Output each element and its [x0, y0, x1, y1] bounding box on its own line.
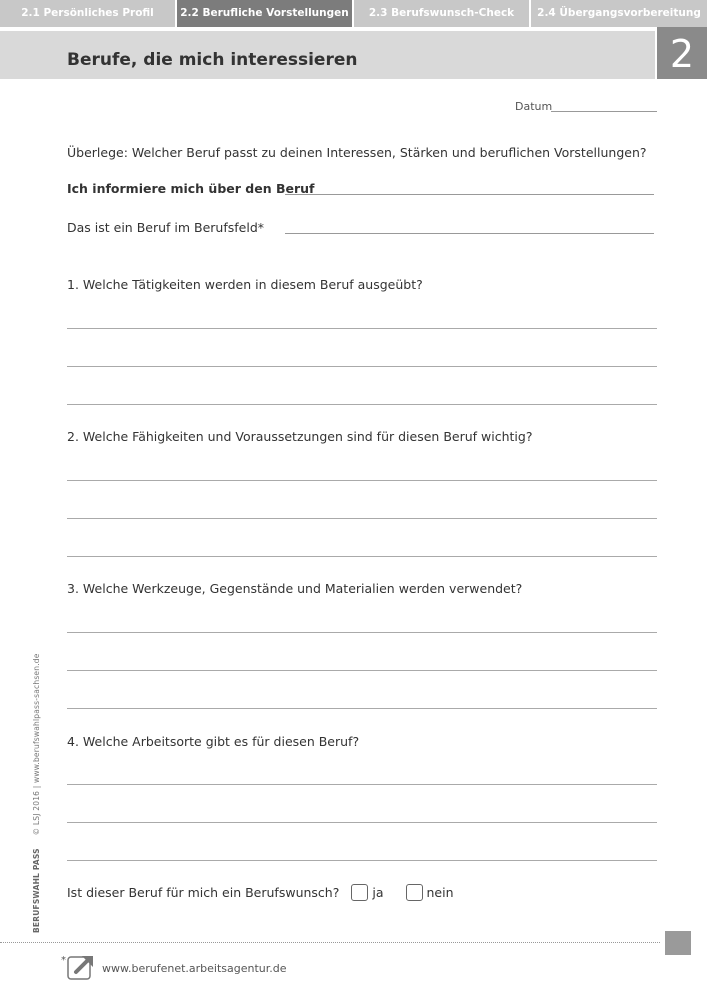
beruf-label: Ich informiere mich über den Beruf [67, 181, 315, 196]
answer-line[interactable] [67, 860, 657, 861]
tab-uebergangsvorbereitung[interactable]: 2.4 Übergangsvorbereitung [531, 0, 707, 27]
answer-line[interactable] [67, 784, 657, 785]
page-marker [665, 931, 691, 955]
answer-line[interactable] [67, 822, 657, 823]
external-link-icon [67, 953, 95, 981]
berufswunsch-row [67, 884, 454, 901]
date-label: Datum [515, 100, 553, 113]
tab-berufliche-vorstellungen[interactable]: 2.2 Berufliche Vorstellungen [177, 0, 354, 27]
side-imprint [32, 653, 41, 933]
brand-logo: BERUFSWAHL PASS [32, 848, 41, 933]
date-field[interactable] [551, 111, 657, 112]
no-label: nein [426, 885, 454, 900]
answer-line[interactable] [67, 556, 657, 557]
beruf-field[interactable] [285, 194, 654, 195]
yes-label: ja [372, 885, 384, 900]
answer-line[interactable] [67, 328, 657, 329]
answer-line[interactable] [67, 632, 657, 633]
berufsfeld-label: Das ist ein Beruf im Berufsfeld* [67, 220, 265, 235]
chapter-number: 2 [657, 27, 707, 79]
question-3: 3. Welche Werkzeuge, Gegenstände und Materialien werden verwendet? [67, 581, 523, 596]
answer-line[interactable] [67, 708, 657, 709]
tab-berufswunsch-check[interactable]: 2.3 Berufswunsch-Check [354, 0, 531, 27]
copyright-text: © LSJ 2016 | www.berufswahlpass-sachsen.de [32, 653, 41, 836]
berufswunsch-question: Ist dieser Beruf für mich ein Berufswunsch? [67, 885, 340, 900]
answer-line[interactable] [67, 404, 657, 405]
question-2: 2. Welche Fähigkeiten und Voraussetzungen sind für diesen Beruf wichtig? [67, 429, 533, 444]
footnote-asterisk: * [61, 955, 66, 966]
yes-checkbox[interactable] [351, 884, 368, 901]
question-4: 4. Welche Arbeitsorte gibt es für diesen Beruf? [67, 734, 360, 749]
dotted-divider [0, 942, 660, 943]
answer-line[interactable] [67, 670, 657, 671]
page-title: Berufe, die mich interessieren [67, 50, 358, 70]
answer-line[interactable] [67, 518, 657, 519]
question-1: 1. Welche Tätigkeiten werden in diesem Beruf ausgeübt? [67, 277, 423, 292]
answer-line[interactable] [67, 366, 657, 367]
tab-persoenliches-profil[interactable]: 2.1 Persönliches Profil [0, 0, 177, 27]
footer-link[interactable]: www.berufenet.arbeitsagentur.de [102, 962, 287, 975]
answer-line[interactable] [67, 480, 657, 481]
section-tabs [0, 0, 707, 27]
intro-text: Überlege: Welcher Beruf passt zu deinen Interessen, Stärken und beruflichen Vorstellungen? [67, 145, 647, 160]
berufsfeld-field[interactable] [285, 233, 654, 234]
no-checkbox[interactable] [406, 884, 423, 901]
